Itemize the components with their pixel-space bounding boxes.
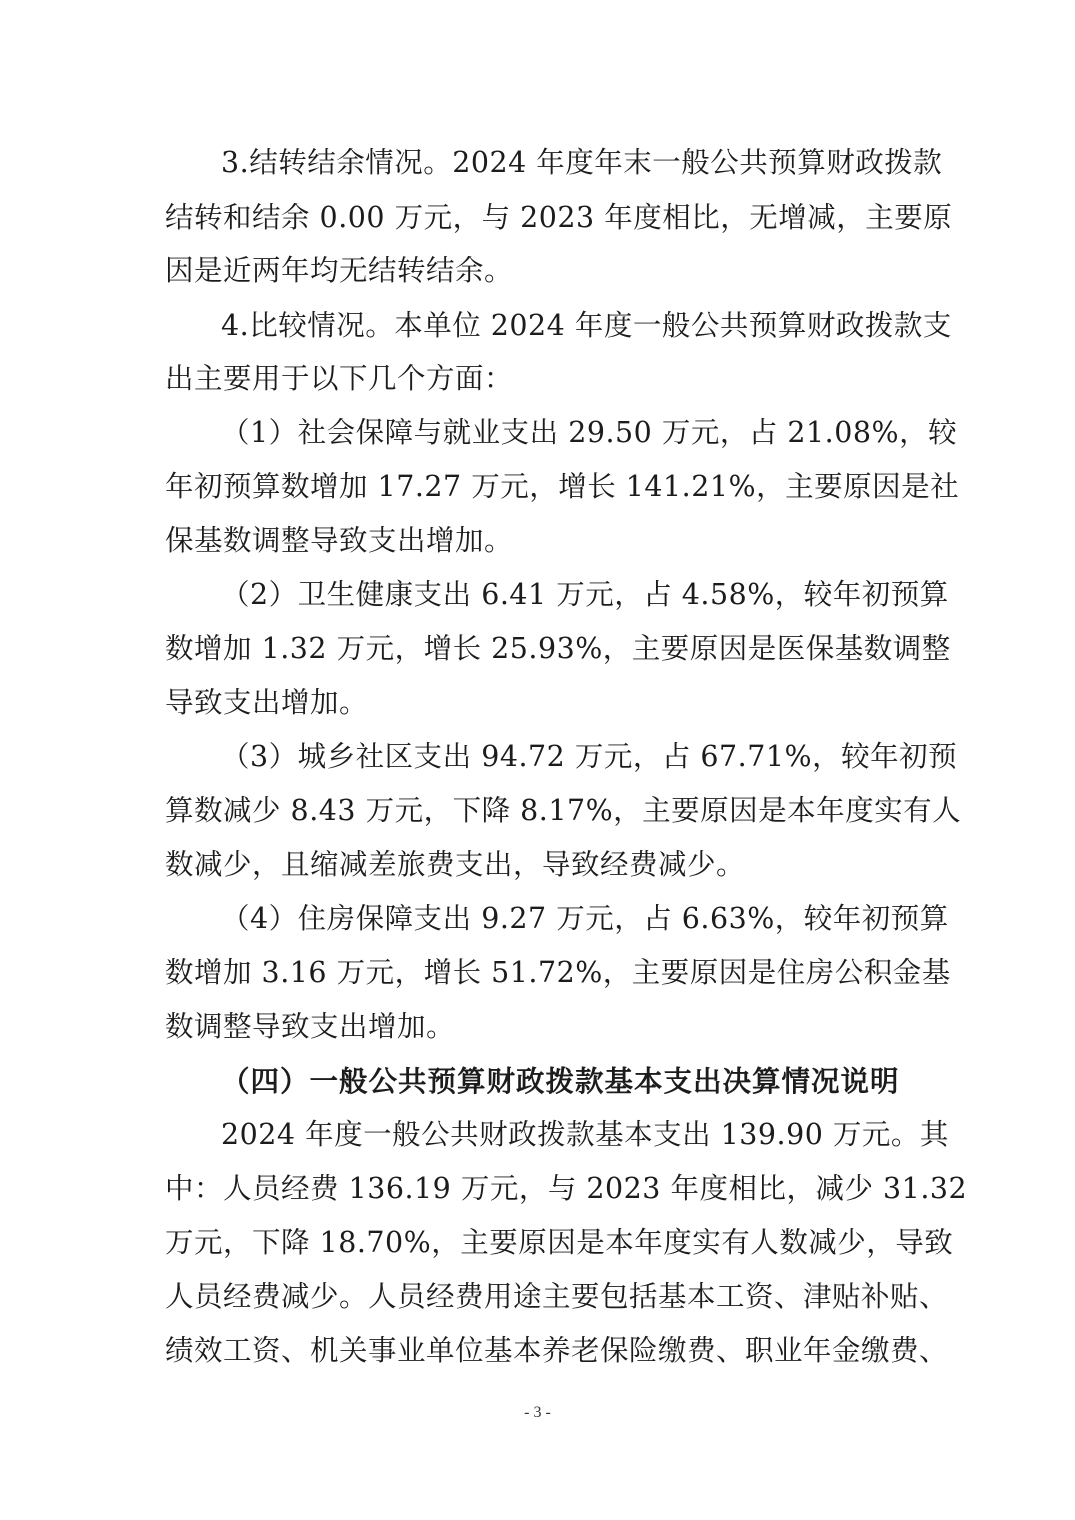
paragraph-comparison-line-2: 出主要用于以下几个方面： <box>165 362 514 395</box>
item-urban-rural-line-2: 算数减少 8.43 万元，下降 8.17%，主要原因是本年度实有人 <box>165 794 962 827</box>
item-social-security-line-3: 保基数调整导致支出增加。 <box>165 524 514 557</box>
page-number: - 3 - <box>524 1404 551 1421</box>
paragraph-basic-expenditure-line-1: 2024 年度一般公共财政拨款基本支出 139.90 万元。其 <box>221 1118 949 1151</box>
item-social-security-line-2: 年初预算数增加 17.27 万元，增长 141.21%，主要原因是社 <box>165 470 960 503</box>
item-health-line-1: （2）卫生健康支出 6.41 万元，占 4.58%，较年初预算 <box>221 578 949 611</box>
item-health-line-3: 导致支出增加。 <box>165 686 369 719</box>
paragraph-carryover-balance-line-3: 因是近两年均无结转结余。 <box>165 254 514 287</box>
item-urban-rural-line-3: 数减少，且缩减差旅费支出，导致经费减少。 <box>165 848 746 881</box>
section-heading-basic-expenditure: （四）一般公共预算财政拨款基本支出决算情况说明 <box>221 1064 900 1098</box>
paragraph-carryover-balance-line-1: 3.结转结余情况。2024 年度年末一般公共预算财政拨款 <box>221 146 943 179</box>
paragraph-basic-expenditure-line-3: 万元，下降 18.70%，主要原因是本年度实有人数减少，导致 <box>165 1226 954 1259</box>
paragraph-comparison-line-1: 4.比较情况。本单位 2024 年度一般公共预算财政拨款支 <box>221 309 952 342</box>
item-housing-line-3: 数调整导致支出增加。 <box>165 1010 456 1043</box>
paragraph-carryover-balance-line-2: 结转和结余 0.00 万元，与 2023 年度相比，无增减，主要原 <box>165 201 953 234</box>
paragraph-basic-expenditure-line-2: 中：人员经费 136.19 万元，与 2023 年度相比，减少 31.32 <box>165 1172 968 1205</box>
paragraph-basic-expenditure-line-5: 绩效工资、机关事业单位基本养老保险缴费、职业年金缴费、 <box>165 1334 949 1367</box>
item-social-security-line-1: （1）社会保障与就业支出 29.50 万元，占 21.08%，较 <box>221 416 958 449</box>
item-urban-rural-line-1: （3）城乡社区支出 94.72 万元，占 67.71%，较年初预 <box>221 740 958 773</box>
item-health-line-2: 数增加 1.32 万元，增长 25.93%，主要原因是医保基数调整 <box>165 632 951 665</box>
item-housing-line-2: 数增加 3.16 万元，增长 51.72%，主要原因是住房公积金基 <box>165 956 951 989</box>
item-housing-line-1: （4）住房保障支出 9.27 万元，占 6.63%，较年初预算 <box>221 902 949 935</box>
paragraph-basic-expenditure-line-4: 人员经费减少。人员经费用途主要包括基本工资、津贴补贴、 <box>165 1280 949 1313</box>
